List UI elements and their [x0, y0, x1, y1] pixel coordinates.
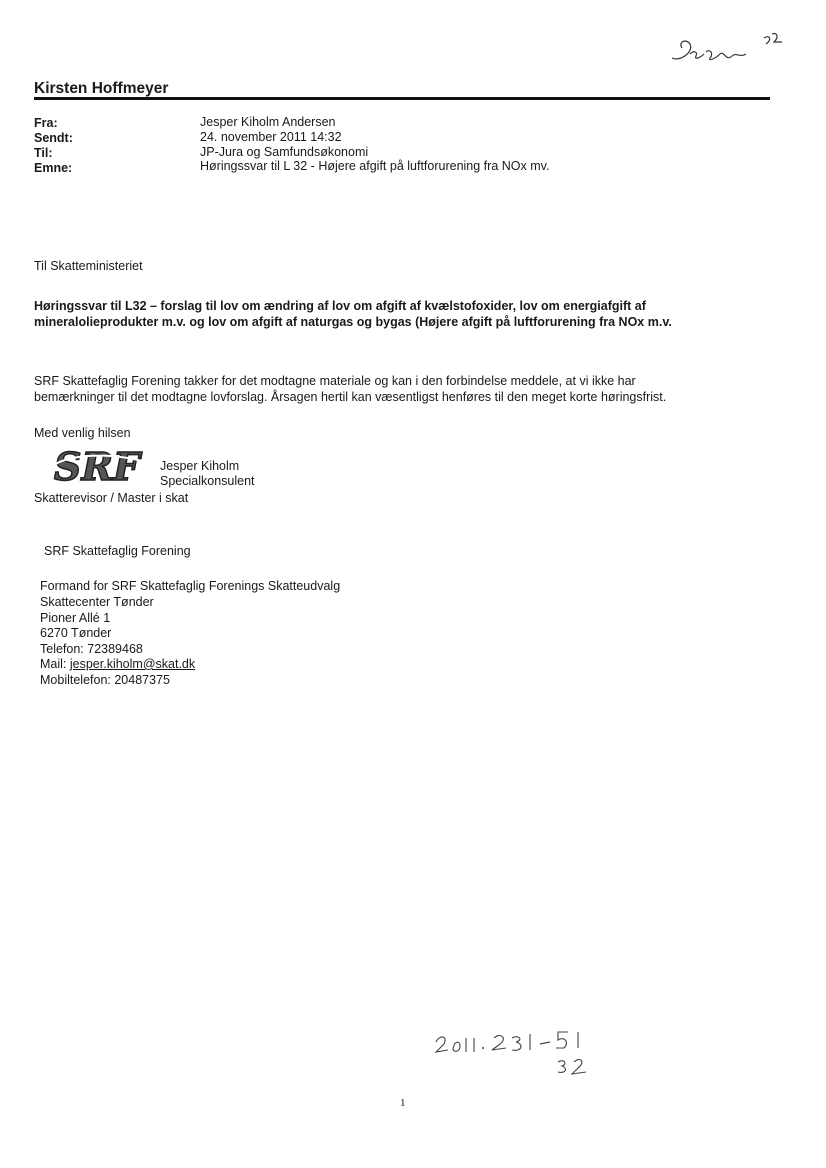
from-value: Jesper Kiholm Andersen [200, 115, 336, 129]
handwritten-note-bottom [430, 1024, 610, 1084]
to-value: JP-Jura og Samfundsøkonomi [200, 145, 369, 159]
letter-body-line-1: SRF Skattefaglig Forening takker for det modtagne materiale og kan i den forbindelse meddele, at vi ikke har [34, 374, 636, 388]
page-number: 1 [400, 1097, 406, 1109]
subject-value: Høringssvar til L 32 - Højere afgift på luftforurening fra NOx mv. [200, 159, 550, 173]
contact-line-4: 6270 Tønder [40, 626, 112, 640]
letter-subject-line-1: Høringssvar til L32 – forslag til lov om ændring af lov om afgift af kvælstofoxider, lov om energiafgift af [34, 299, 646, 313]
contact-mail [40, 657, 195, 673]
sent-value: 24. november 2011 14:32 [200, 130, 342, 144]
sender-header-name: Kirsten Hoffmeyer [34, 80, 169, 97]
srf-logo-text: SRF [54, 444, 141, 488]
letter-body-line-2: bemærkninger til det modtagne lovforslag. Årsagen hertil kan væsentligst henføres til den meget korte høringsfrist. [34, 389, 667, 404]
contact-phone: Telefon: 72389468 [40, 642, 143, 656]
letter-subject [34, 299, 774, 330]
contact-mobile: Mobiltelefon: 20487375 [40, 673, 170, 687]
srf-logo [50, 444, 150, 488]
signature-name: Jesper Kiholm [160, 459, 240, 473]
sent-label: Sendt: [34, 131, 73, 145]
signature-title: Specialkonsulent [160, 474, 255, 488]
subject-label: Emne: [34, 161, 73, 175]
contact-line-1: Formand for SRF Skattefaglig Forenings Skatteudvalg [40, 579, 341, 593]
contact-mail-prefix: Mail: [40, 657, 70, 671]
letter-body [34, 374, 774, 405]
recipient-line: Til Skatteministeriet [34, 259, 143, 273]
from-label: Fra: [34, 116, 58, 130]
contact-line-2: Skattecenter Tønder [40, 595, 154, 609]
header-rule [34, 97, 770, 100]
signature-role: Skatterevisor / Master i skat [34, 491, 189, 505]
handwritten-note-top [660, 28, 800, 78]
contact-org: SRF Skattefaglig Forening [44, 544, 191, 558]
closing: Med venlig hilsen [34, 426, 131, 440]
email-link[interactable]: jesper.kiholm@skat.dk [69, 657, 196, 671]
letter-subject-line-2: mineralolieprodukter m.v. og lov om afgift af naturgas og bygas (Højere afgift på luftforurening fra NOx m.v. [34, 314, 672, 329]
contact-line-3: Pioner Allé 1 [40, 611, 111, 625]
to-label: Til: [34, 146, 53, 160]
